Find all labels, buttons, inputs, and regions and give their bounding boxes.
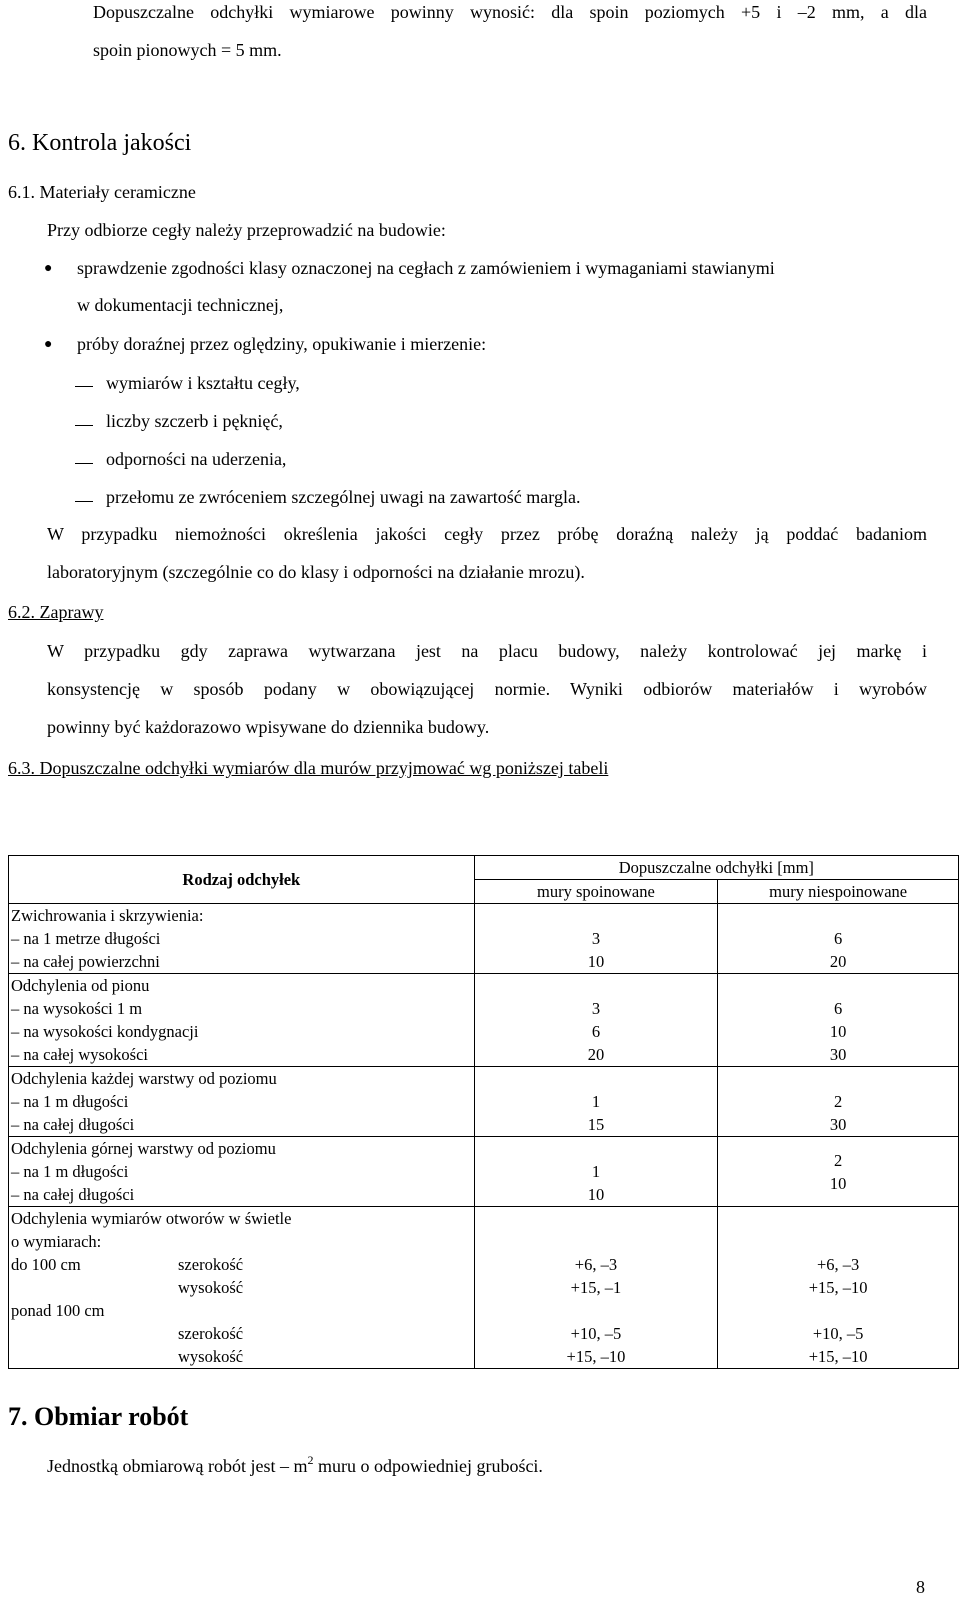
row-label: ponad 100 cm — [11, 1301, 105, 1320]
bullet-1-line-2: w dokumentacji technicznej, — [77, 295, 284, 315]
row-label: Odchylenia każdej warstwy od poziomu — [11, 1069, 277, 1088]
value-cell: +6, –3 — [816, 1255, 860, 1274]
row-label: – na wysokości kondygnacji — [11, 1022, 199, 1041]
intro-line-1: Dopuszczalne odchyłki wymiarowe powinny wynosić: dla spoin poziomych +5 i –2 mm, a dla — [93, 2, 927, 22]
value-cell: 2 — [834, 1092, 843, 1111]
bullet-2: próby doraźnej przez oględziny, opukiwanie i mierzenie: — [77, 334, 487, 354]
value-cell: 10 — [829, 1022, 847, 1041]
dash-icon — [75, 501, 93, 502]
table-row — [9, 974, 959, 1067]
section-6-2-heading: 6.2. Zaprawy — [8, 602, 104, 622]
section-7-text-before: Jednostką obmiarową robót jest – m — [47, 1456, 308, 1476]
deviation-table — [8, 855, 959, 1369]
header-col-spoinowane: mury spoinowane — [474, 880, 718, 904]
value-cell: 30 — [829, 1115, 847, 1134]
row-sublabel: szerokość — [178, 1255, 244, 1274]
value-cell: +10, –5 — [812, 1324, 864, 1343]
row-label: Odchylenia górnej warstwy od poziomu — [11, 1139, 276, 1158]
row-sublabel: szerokość — [178, 1324, 244, 1343]
value-cell: +10, –5 — [570, 1324, 622, 1343]
dash-icon — [75, 425, 93, 426]
row-label: do 100 cm — [11, 1255, 81, 1274]
intro-line-2: spoin pionowych = 5 mm. — [93, 40, 282, 60]
value-cell: 30 — [829, 1045, 847, 1064]
value-cell: 20 — [587, 1045, 605, 1064]
row-label: – na wysokości 1 m — [11, 999, 143, 1018]
dash-item: wymiarów i kształtu cegły, — [106, 373, 300, 393]
row-label: – na 1 m długości — [11, 1092, 129, 1111]
row-sublabel: wysokość — [178, 1347, 244, 1366]
value-cell: 1 — [591, 1162, 601, 1181]
row-label: Zwichrowania i skrzywienia: — [11, 906, 204, 925]
bullet-1-line-1: sprawdzenie zgodności klasy oznaczonej na cegłach z zamówieniem i wymaganiami stawianymi — [77, 258, 775, 278]
value-cell: 20 — [829, 952, 847, 971]
dash-icon — [75, 386, 93, 387]
header-col-niespoinowane: mury niespoinowane — [718, 880, 959, 904]
value-cell: 10 — [829, 1173, 847, 1193]
section-7-text — [47, 1453, 543, 1477]
value-cell: +15, –1 — [570, 1278, 622, 1297]
value-cell: 3 — [591, 999, 601, 1018]
dash-item: przełomu ze zwróceniem szczególnej uwagi na zawartość margla. — [106, 487, 581, 507]
value-cell: 6 — [834, 929, 843, 948]
value-cell: 10 — [587, 1185, 605, 1204]
section-6-2-line-2: konsystencję w sposób podany w obowiązującej normie. Wyniki odbiorów materiałów i wyrobów — [47, 679, 927, 699]
row-label: – na całej wysokości — [11, 1045, 149, 1064]
header-type: Rodzaj odchyłek — [9, 856, 475, 904]
row-label: – na całej długości — [11, 1115, 135, 1134]
value-cell: 6 — [591, 1022, 601, 1041]
table-row — [9, 1207, 959, 1369]
section-6-1-heading: 6.1. Materiały ceramiczne — [8, 182, 196, 202]
section-6-1-para-line-2: laboratoryjnym (szczególnie co do klasy i odporności na działanie mrozu). — [47, 562, 585, 582]
section-7-title: 7. Obmiar robót — [8, 1402, 189, 1431]
row-label: Odchylenia wymiarów otworów w świetle — [11, 1209, 292, 1228]
row-label: – na 1 m długości — [11, 1162, 129, 1181]
bullet-icon: ● — [44, 261, 53, 276]
value-cell: +15, –10 — [566, 1347, 626, 1366]
dash-item: odporności na uderzenia, — [106, 449, 287, 469]
section-7-sup: 2 — [307, 1453, 314, 1467]
header-deviation: Dopuszczalne odchyłki [mm] — [474, 856, 958, 880]
table-row — [9, 1067, 959, 1137]
section-7-text-after: muru o odpowiedniej grubości. — [313, 1456, 543, 1476]
section-6-2-line-1: W przypadku gdy zaprawa wytwarzana jest na placu budowy, należy kontrolować jej markę i — [47, 641, 927, 661]
value-cell: +15, –10 — [808, 1347, 868, 1366]
value-cell: 1 — [591, 1092, 601, 1111]
value-cell: 10 — [587, 952, 605, 971]
table-header-row — [9, 856, 959, 880]
row-label: – na całej długości — [11, 1185, 135, 1204]
section-6-1-para-line-1: W przypadku niemożności określenia jakości cegły przez próbę doraźną należy ją poddać badaniom — [47, 524, 927, 544]
dash-icon — [75, 463, 93, 464]
table-row — [9, 1137, 959, 1207]
value-cell: 15 — [587, 1115, 605, 1134]
table-row — [9, 904, 959, 974]
row-label: – na 1 metrze długości — [11, 929, 161, 948]
page-number: 8 — [916, 1577, 925, 1597]
value-cell: +15, –10 — [808, 1278, 868, 1297]
section-6-3-heading: 6.3. Dopuszczalne odchyłki wymiarów dla murów przyjmować wg poniższej tabeli — [8, 758, 609, 778]
row-label: – na całej powierzchni — [11, 952, 160, 971]
value-cell: 3 — [591, 929, 601, 948]
section-6-2-line-3: powinny być każdorazowo wpisywane do dziennika budowy. — [47, 717, 490, 737]
value-cell: 6 — [834, 999, 843, 1018]
value-cell: 2 — [834, 1150, 843, 1170]
row-label: o wymiarach: — [11, 1232, 102, 1251]
row-label: Odchylenia od pionu — [11, 976, 150, 995]
dash-item: liczby szczerb i pęknięć, — [106, 411, 283, 431]
bullet-icon: ● — [44, 337, 53, 352]
section-6-title: 6. Kontrola jakości — [8, 130, 192, 156]
value-cell: +6, –3 — [574, 1255, 618, 1274]
section-6-1-intro: Przy odbiorze cegły należy przeprowadzić na budowie: — [47, 220, 446, 240]
row-sublabel: wysokość — [178, 1278, 244, 1297]
